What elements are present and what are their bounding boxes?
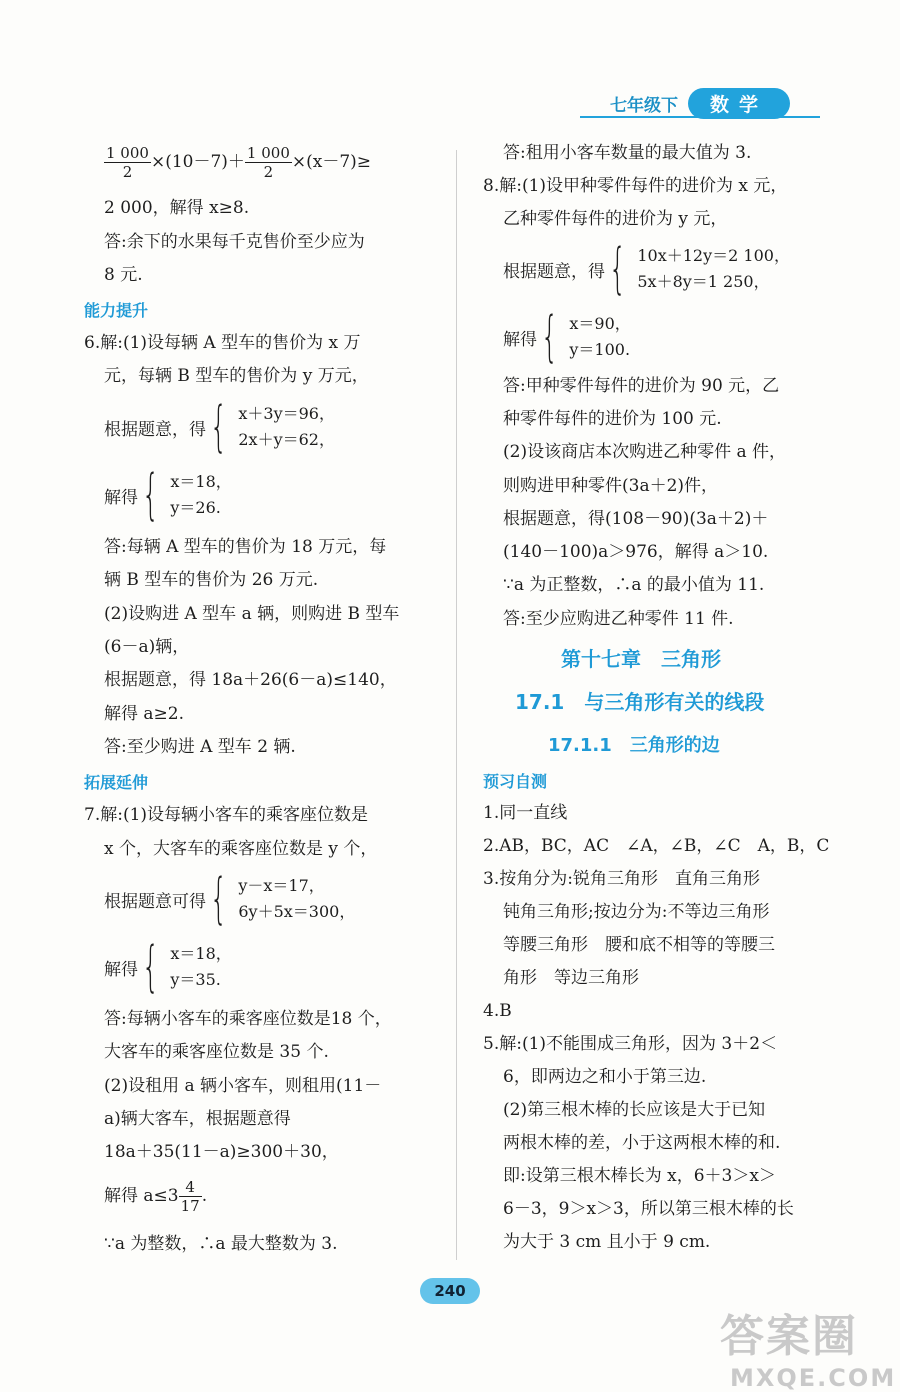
text-line: x 个，大客车的乘客座位数是 y 个， <box>104 839 378 859</box>
expr-tail: ×(x－7)≥ <box>291 152 372 172</box>
equation: 10x＋12y＝2 100， <box>637 246 790 265</box>
text-line: (140－100)a＞976，解得 a＞10. <box>503 542 769 562</box>
equation: y＝26. <box>170 498 221 517</box>
text-line: 7.解:(1)设每辆小客车的乘客座位数是 <box>84 805 369 825</box>
equation: 6y＋5x＝300， <box>238 902 356 921</box>
brace-icon: { <box>541 305 559 368</box>
expr-post: . <box>201 1186 208 1206</box>
text-line: (6－a)辆， <box>104 637 190 657</box>
text-line: 5.解:(1)不能围成三角形，因为 3＋2＜ <box>483 1034 778 1054</box>
page-header <box>610 86 790 120</box>
text-line: 即:设第三根木棒长为 x，6＋3＞x＞ <box>503 1166 776 1186</box>
text-line: 元，每辆 B 型车的售价为 y 万元， <box>104 366 369 386</box>
brace-icon: { <box>142 935 160 998</box>
text-line: 8.解:(1)设甲种零件每件的进价为 x 元， <box>483 176 788 196</box>
fraction <box>245 144 292 181</box>
text-line: 3.按角分为:锐角三角形 直角三角形 <box>483 869 760 889</box>
text-line: 答:甲种零件每件的进价为 90 元，乙 <box>503 376 780 396</box>
denominator: 17 <box>180 1197 200 1215</box>
text-line: (2)设租用 a 辆小客车，则租用(11－ <box>104 1076 382 1096</box>
header-rule <box>580 116 820 118</box>
text-line: 答:每辆小客车的乘客座位数是18 个， <box>104 1009 392 1029</box>
text-line: a)辆大客车，根据题意得 <box>104 1109 291 1129</box>
chapter-title: 第十七章 三角形 <box>561 647 721 671</box>
text-line: 角形 等边三角形 <box>503 968 639 988</box>
system-label: 根据题意，得 <box>503 261 605 282</box>
brace-icon: { <box>142 463 160 526</box>
numerator: 4 <box>179 1178 202 1197</box>
text-line: 4.B <box>483 1001 512 1021</box>
equation-system <box>104 867 356 930</box>
text-line: 大客车的乘客座位数是 35 个. <box>104 1042 329 1062</box>
text-line: 6.解:(1)设每辆 A 型车的售价为 x 万 <box>84 333 361 353</box>
text-line: 6，即两边之和小于第三边. <box>503 1067 707 1087</box>
grade-label: 七年级下 <box>610 95 678 116</box>
equation: x＝90， <box>569 314 631 333</box>
numerator: 1 000 <box>106 144 149 162</box>
text-line: 答:余下的水果每千克售价至少应为 <box>104 232 365 252</box>
text-line: 答:每辆 A 型车的售价为 18 万元，每 <box>104 537 387 557</box>
text-line: (2)第三根木棒的长应该是大于已知 <box>503 1100 766 1120</box>
text-line: 2 000，解得 x≥8. <box>104 198 250 218</box>
equation: y＝100. <box>569 340 631 359</box>
text-line: 答:租用小客车数量的最大值为 3. <box>503 143 752 163</box>
equation-system <box>104 935 232 998</box>
equation-system <box>104 395 335 458</box>
subject-badge: 数学 <box>688 88 790 119</box>
column-divider <box>456 150 457 1260</box>
text-line: 解得 a≥2. <box>104 704 185 724</box>
solution-line <box>104 1178 207 1215</box>
text-line: ∵a 为整数，∴a 最大整数为 3. <box>104 1234 338 1254</box>
text-line: 答:至少购进 A 型车 2 辆. <box>104 737 296 757</box>
equation: 5x＋8y＝1 250， <box>637 272 770 291</box>
text-line: 两根木棒的差，小于这两根木棒的和. <box>503 1133 781 1153</box>
equation-system <box>503 305 631 368</box>
text-line: 钝角三角形;按边分为:不等边三角形 <box>503 902 770 922</box>
text-line: 6－3，9＞x＞3，所以第三根木棒的长 <box>503 1199 794 1219</box>
expr-mid: ×(10－7)＋ <box>150 152 245 172</box>
equation: x＋3y＝96， <box>238 404 335 423</box>
system-label: 根据题意，得 <box>104 419 206 440</box>
system-label: 解得 <box>503 329 537 350</box>
subsection-title: 17.1.1 三角形的边 <box>548 735 720 756</box>
text-line: 根据题意，得(108－90)(3a＋2)＋ <box>503 509 769 529</box>
section-title: 17.1 与三角形有关的线段 <box>515 690 765 714</box>
denominator: 2 <box>263 163 274 181</box>
text-line: 8 元. <box>104 265 143 285</box>
section-heading: 预习自测 <box>483 772 548 791</box>
equation: x＝18， <box>170 944 232 963</box>
equation-system <box>503 237 790 300</box>
text-line: 为大于 3 cm 且小于 9 cm. <box>503 1232 711 1252</box>
text-line: 根据题意，得 18a＋26(6－a)≤140， <box>104 670 397 690</box>
watermark-main: 答案圈 <box>720 1311 858 1362</box>
denominator: 2 <box>122 163 133 181</box>
equation: 2x＋y＝62， <box>238 430 335 449</box>
text-line: 辆 B 型车的售价为 26 万元. <box>104 570 319 590</box>
text-line: 乙种零件每件的进价为 y 元， <box>503 209 728 229</box>
system-label: 解得 <box>104 487 138 508</box>
equation: y＝35. <box>170 970 221 989</box>
brace-icon: { <box>210 867 228 930</box>
text-line: ∵a 为正整数，∴a 的最小值为 11. <box>503 575 765 595</box>
watermark-logo <box>720 1300 896 1392</box>
text-line: 种零件每件的进价为 100 元. <box>503 409 722 429</box>
equation-system <box>104 463 232 526</box>
system-label: 根据题意可得 <box>104 891 206 912</box>
equation: x＝18， <box>170 472 232 491</box>
expr-pre: 解得 a≤3 <box>104 1186 179 1206</box>
inequality-line <box>104 144 371 181</box>
text-line: 18a＋35(11－a)≥300＋30， <box>104 1142 339 1162</box>
fraction <box>179 1178 202 1215</box>
numerator: 1 000 <box>246 144 290 162</box>
brace-icon: { <box>210 395 228 458</box>
page-number: 240 <box>420 1278 480 1304</box>
system-label: 解得 <box>104 959 138 980</box>
watermark-site: MXQE.COM <box>730 1364 897 1392</box>
text-line: 2.AB，BC，AC ∠A，∠B，∠C A，B，C <box>483 836 830 856</box>
brace-icon: { <box>609 237 627 300</box>
section-heading: 拓展延伸 <box>84 773 149 792</box>
text-line: 答:至少应购进乙种零件 11 件. <box>503 609 734 629</box>
text-line: 等腰三角形 腰和底不相等的等腰三 <box>503 935 775 955</box>
equation: y－x＝17， <box>238 876 325 895</box>
fraction <box>104 144 151 181</box>
text-line: 则购进甲种零件(3a＋2)件， <box>503 476 719 496</box>
section-heading: 能力提升 <box>84 301 149 320</box>
text-line: (2)设购进 A 型车 a 辆，则购进 B 型车 <box>104 604 400 624</box>
text-line: 1.同一直线 <box>483 803 568 823</box>
text-line: (2)设该商店本次购进乙种零件 a 件， <box>503 442 787 462</box>
